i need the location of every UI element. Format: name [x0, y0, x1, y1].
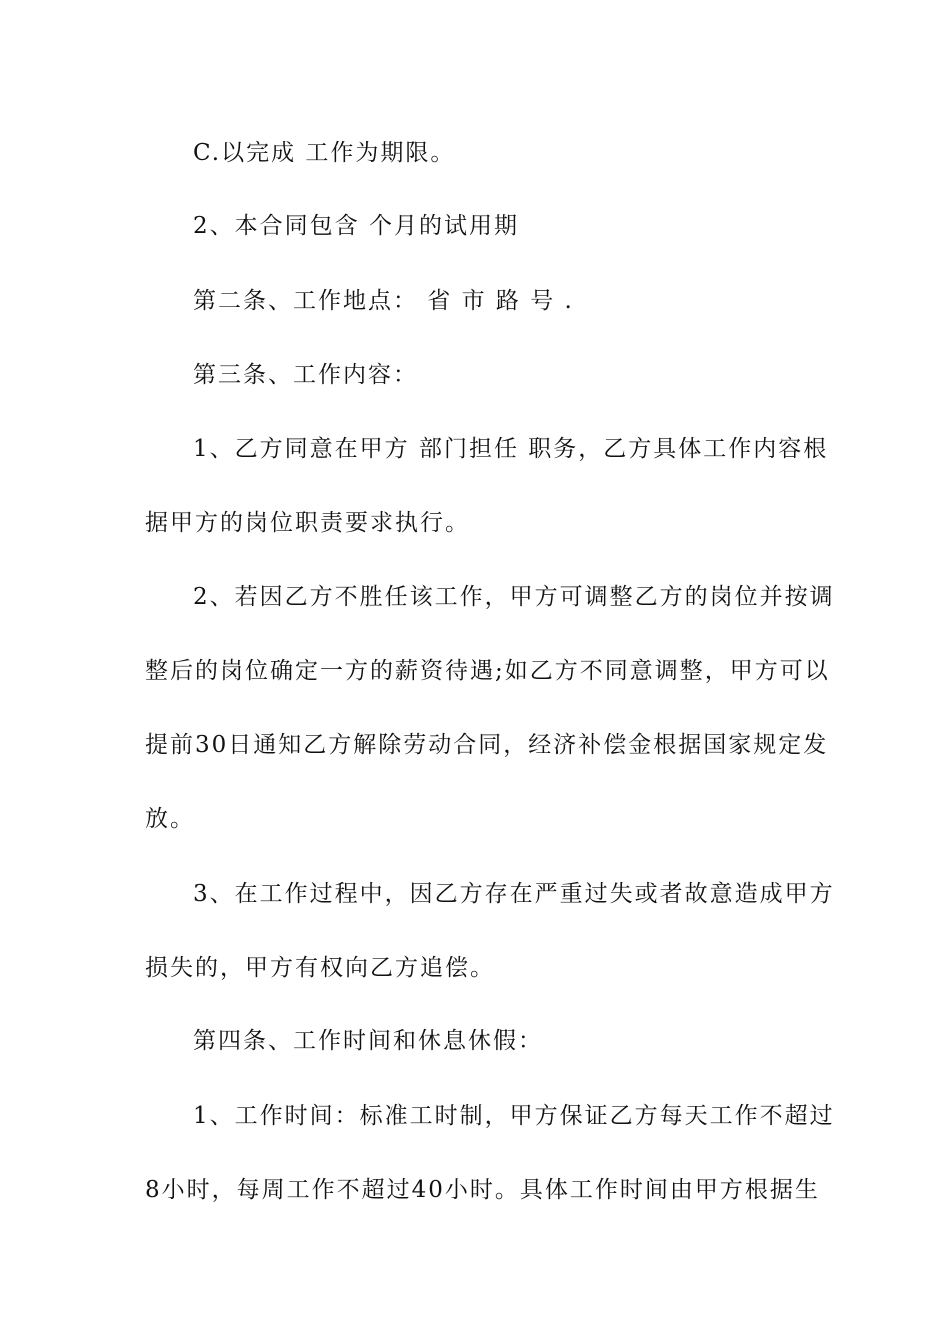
- article-4-heading: 第四条、工作时间和休息休假：: [193, 1028, 543, 1054]
- article-3-item-3-line-1: 3、在工作过程中，因乙方存在严重过失或者故意造成甲方: [193, 881, 835, 907]
- article-3-item-1-line-1: 1、乙方同意在甲方 部门担任 职务，乙方具体工作内容根: [193, 436, 829, 462]
- article-2-work-location: 第二条、工作地点： 省 市 路 号 .: [193, 288, 574, 314]
- article-3-heading: 第三条、工作内容：: [193, 362, 418, 388]
- probation-clause: 2、本合同包含 个月的试用期: [193, 213, 519, 239]
- article-3-item-3-line-2: 损失的，甲方有权向乙方追偿。: [145, 955, 495, 981]
- article-4-item-1-line-1: 1、工作时间：标准工时制，甲方保证乙方每天工作不超过: [193, 1103, 835, 1129]
- article-3-item-1-line-2: 据甲方的岗位职责要求执行。: [145, 510, 470, 536]
- article-3-item-2-line-1: 2、若因乙方不胜任该工作，甲方可调整乙方的岗位并按调: [193, 584, 835, 610]
- article-4-item-1-line-2: 8小时，每周工作不超过40小时。具体工作时间由甲方根据生: [145, 1177, 820, 1203]
- article-3-item-2-line-3: 提前30日通知乙方解除劳动合同，经济补偿金根据国家规定发: [145, 732, 829, 758]
- article-3-item-2-line-2: 整后的岗位确定一方的薪资待遇;如乙方不同意调整，甲方可以: [145, 658, 830, 684]
- article-3-item-2-line-4: 放。: [145, 806, 195, 832]
- term-option-c: C.以完成 工作为期限。: [193, 140, 456, 166]
